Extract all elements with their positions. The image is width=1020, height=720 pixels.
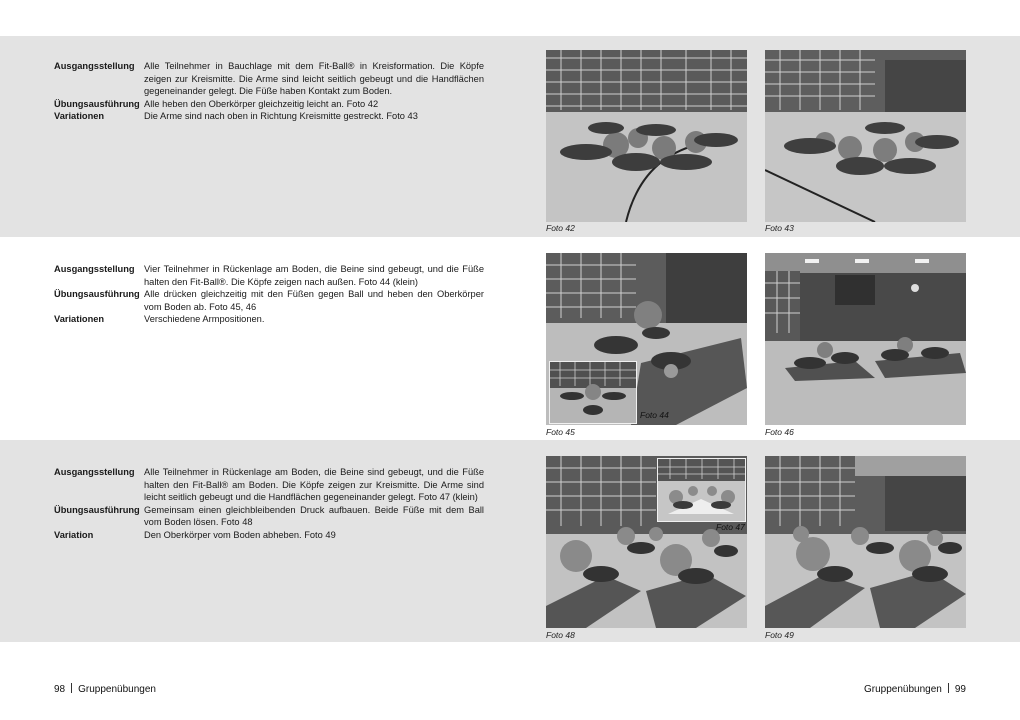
inset-photo-44 <box>549 361 637 424</box>
inset-caption: Foto 47 <box>716 522 745 532</box>
row-variationen <box>54 110 484 123</box>
running-title: Gruppenübungen <box>864 684 942 695</box>
row-label: Ausgangsstellung <box>54 467 135 477</box>
row-label: Ausgangsstellung <box>54 264 135 274</box>
photo-caption: Foto 43 <box>765 223 794 233</box>
photo-42 <box>546 50 747 222</box>
exercise-text-1 <box>54 60 484 123</box>
page-number: 99 <box>954 684 966 695</box>
row-label: Variationen <box>54 111 105 122</box>
photo-49 <box>765 456 966 628</box>
photo-caption: Foto 42 <box>546 223 575 233</box>
exercise-text-2 <box>54 263 484 326</box>
photo-caption: Foto 48 <box>546 630 575 640</box>
row-label: Übungsausführung <box>54 289 140 300</box>
row-label: Variationen <box>54 314 105 325</box>
row-text: Alle Teilnehmer in Bauchlage mit dem Fit-Ball® in Kreisformation. Die Köpfe zeigen zur Kreismitte. Die Arme sind leicht seitlich gebeugt und die Handflächen gegeneinander gelegt. Die Füße haben Kontakt zum Boden. <box>144 61 484 97</box>
exercise-text-3 <box>54 466 484 542</box>
photo-caption: Foto 46 <box>765 427 794 437</box>
row-label: Ausgangsstellung <box>54 61 135 71</box>
row-text: Alle heben den Oberkörper gleichzeitig leicht an. Foto 42 <box>144 98 379 109</box>
inset-caption: Foto 44 <box>640 410 669 420</box>
footer-left <box>54 683 156 695</box>
row-variationen <box>54 313 484 326</box>
row-text: Verschiedene Armpositionen. <box>144 314 265 325</box>
row-uebungsausfuehrung <box>54 98 484 111</box>
row-label: Übungsausführung <box>54 504 140 515</box>
row-ausgangsstellung <box>54 466 484 504</box>
footer-right <box>864 683 966 695</box>
inset-photo-47 <box>657 458 746 522</box>
page-number: 98 <box>54 684 66 695</box>
row-ausgangsstellung <box>54 263 484 288</box>
row-text: Den Oberkörper vom Boden abheben. Foto 49 <box>144 529 336 540</box>
row-label: Übungsausführung <box>54 98 140 109</box>
row-text: Alle drücken gleichzeitig mit den Füßen gegen Ball und heben den Oberkörper vom Boden ab. Foto 45, 46 <box>144 289 484 312</box>
photo-46 <box>765 253 966 425</box>
separator <box>948 683 949 693</box>
row-uebungsausfuehrung <box>54 288 484 313</box>
row-variation <box>54 529 484 542</box>
running-title: Gruppenübungen <box>78 684 156 695</box>
row-text: Gemeinsam einen gleichbleibenden Druck aufbauen. Beide Füße mit dem Ball vom Boden lösen. Foto 48 <box>144 504 484 528</box>
row-label: Variation <box>54 529 94 540</box>
row-text: Alle Teilnehmer in Rückenlage am Boden, die Beine sind gebeugt, und die Füße halten den Fit-Ball® am Boden. Die Köpfe zeigen zur Kreismitte. Die Arme sind leicht seitlich gebeugt und die Handflächen gegeneinander gelegt. Foto 47 (klein) <box>144 467 484 503</box>
row-text: Vier Teilnehmer in Rückenlage am Boden, die Beine sind gebeugt, und die Füße halten den Fit-Ball®. Die Köpfe zeigen nach außen. Foto 44 (klein) <box>144 264 484 287</box>
photo-caption: Foto 49 <box>765 630 794 640</box>
photo-caption: Foto 45 <box>546 427 575 437</box>
row-text: Die Arme sind nach oben in Richtung Kreismitte gestreckt. Foto 43 <box>144 111 418 122</box>
row-ausgangsstellung <box>54 60 484 98</box>
row-uebungsausfuehrung <box>54 504 484 529</box>
photo-43 <box>765 50 966 222</box>
separator <box>71 683 72 693</box>
